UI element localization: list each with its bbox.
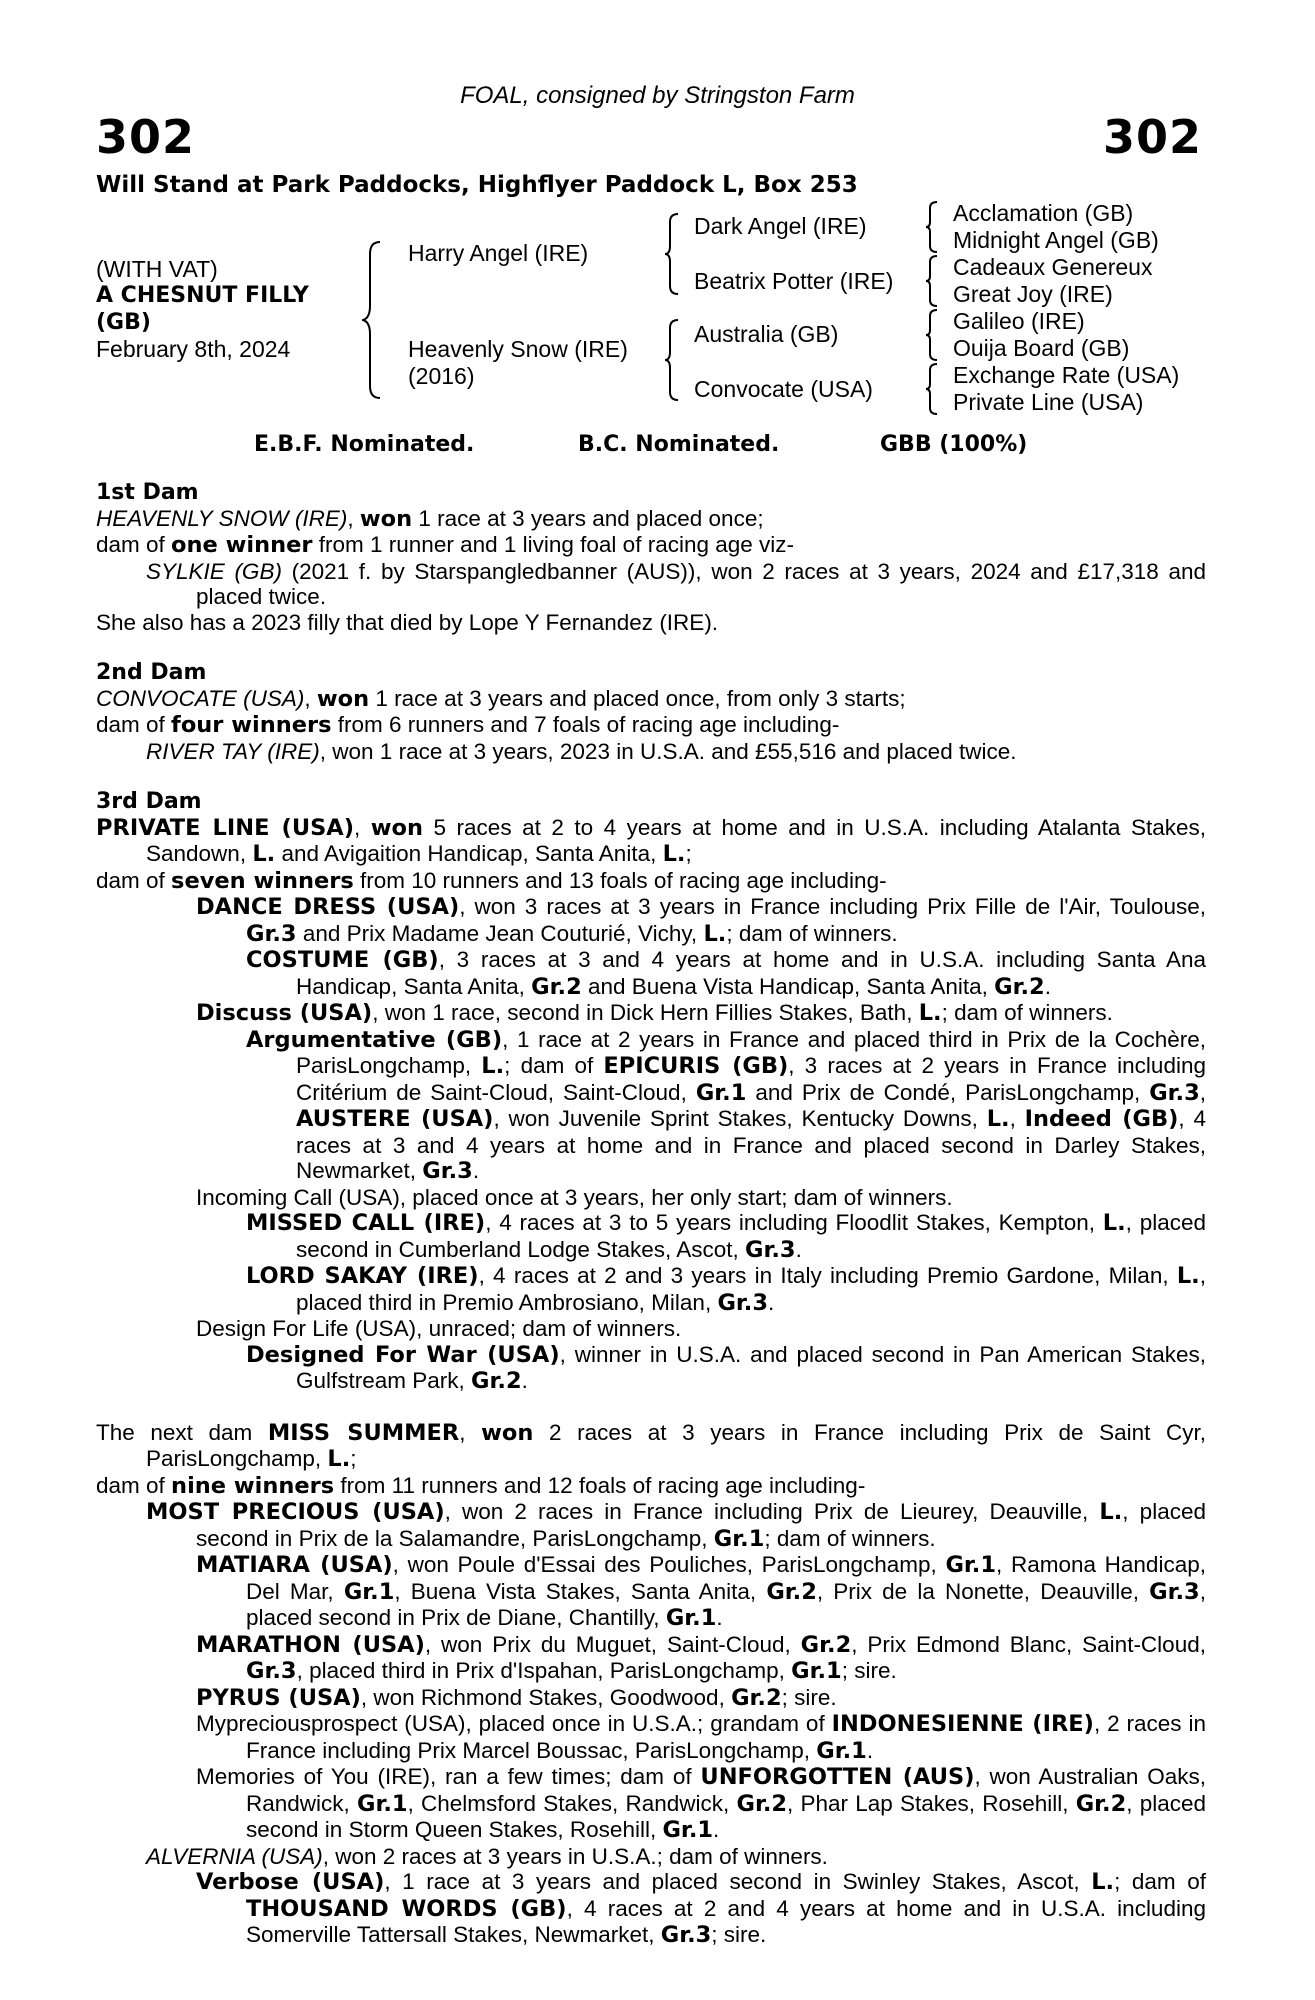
dam-record-paragraph: Incoming Call (USA), placed once at 3 years, her only start; dam of winners. — [196, 1184, 953, 1210]
ancestor-2: Midnight Angel (GB) — [953, 227, 1159, 253]
ebf-nomination: E.B.F. Nominated. — [254, 432, 475, 457]
dam-record-paragraph: MATIARA (USA), won Poule d'Essai des Pouliches, ParisLongchamp, Gr.1, Ramona Handicap, Del Mar, Gr.1, Buena Vista Stakes, Santa Anita, Gr.2, Prix de la Nonette, Deauville, Gr.3, placed second in Prix de Diane, Chantilly, Gr.1. — [196, 1552, 1206, 1631]
section-heading-1st-dam: 1st Dam — [96, 480, 199, 505]
ancestor-1: Acclamation (GB) — [953, 200, 1134, 226]
ancestor-5: Galileo (IRE) — [953, 308, 1085, 334]
dam-record-paragraph: Design For Life (USA), unraced; dam of winners. — [196, 1316, 682, 1341]
bc-nomination: B.C. Nominated. — [578, 432, 780, 457]
dam-record-paragraph: Designed For War (USA), winner in U.S.A. and placed second in Pan American Stakes, Gulfstream Park, Gr.2. — [246, 1341, 1206, 1394]
dam-year: (2016) — [408, 363, 475, 389]
pedigree-brace-g1 — [925, 200, 941, 254]
pedigree-brace-dam — [664, 318, 684, 402]
pedigree-brace-sire — [664, 212, 684, 296]
dam-record-paragraph: dam of seven winners from 10 runners and 13 foals of racing age including- — [96, 867, 887, 894]
section-heading-3rd-dam: 3rd Dam — [96, 789, 202, 814]
produce-record — [96, 480, 1206, 1949]
pedigree-brace-g2 — [925, 254, 941, 308]
sire-sire-name: Dark Angel (IRE) — [694, 213, 867, 239]
dam-record-paragraph: Memories of You (IRE), ran a few times; dam of UNFORGOTTEN (AUS), won Australian Oaks, Randwick, Gr.1, Chelmsford Stakes, Randwick, Gr.2, Phar Lap Stakes, Rosehill, Gr.2, placed second in Storm Queen Stakes, Rosehill, Gr.1. — [196, 1764, 1207, 1843]
dam-record-paragraph: dam of four winners from 6 runners and 7 foals of racing age including- — [96, 712, 840, 738]
ancestor-7: Exchange Rate (USA) — [953, 362, 1180, 388]
sire-name: Harry Angel (IRE) — [408, 240, 589, 266]
lot-number-left: 302 — [96, 110, 196, 164]
filly-description: A CHESNUT FILLY — [96, 283, 309, 308]
dam-record-paragraph: Mypreciousprospect (USA), placed once in U.S.A.; grandam of INDONESIENNE (IRE), 2 races in France including Prix Marcel Boussac, ParisLongchamp, Gr.1. — [196, 1711, 1206, 1764]
gbb-status: GBB (100%) — [880, 432, 1028, 457]
filly-origin: (GB) — [96, 310, 151, 335]
dam-record-paragraph: Verbose (USA), 1 race at 3 years and placed second in Swinley Stakes, Ascot, L.; dam of THOUSAND WORDS (GB), 4 races at 2 and 4 years at home and in U.S.A. including Somerville Tattersall Stakes, Newmarket, Gr.3; sire. — [196, 1869, 1206, 1948]
ancestor-3: Cadeaux Genereux — [953, 254, 1153, 280]
dam-record-paragraph: CONVOCATE (USA), won 1 race at 3 years and placed once, from only 3 starts; — [96, 685, 906, 712]
sire-dam-name: Beatrix Potter (IRE) — [694, 268, 894, 294]
dam-record-paragraph: She also has a 2023 filly that died by Lope Y Fernandez (IRE). — [96, 609, 719, 635]
ancestor-6: Ouija Board (GB) — [953, 335, 1130, 361]
dam-record-paragraph: HEAVENLY SNOW (IRE), won 1 race at 3 years and placed once; — [96, 505, 764, 532]
dam-record-paragraph: The next dam MISS SUMMER, won 2 races at 3 years in France including Prix de Saint Cyr, ParisLongchamp, L.; — [96, 1419, 1206, 1472]
dam-record-paragraph: COSTUME (GB), 3 races at 3 and 4 years at home and in U.S.A. including Santa Ana Handicap, Santa Anita, Gr.2 and Buena Vista Handicap, Santa Anita, Gr.2. — [246, 947, 1206, 1000]
stand-location: Will Stand at Park Paddocks, Highflyer Paddock L, Box 253 — [96, 172, 858, 198]
pedigree-brace-g4 — [925, 362, 941, 416]
dam-dam-name: Convocate (USA) — [694, 376, 873, 402]
dam-record-paragraph: PYRUS (USA), won Richmond Stakes, Goodwood, Gr.2; sire. — [196, 1684, 837, 1711]
dam-record-paragraph: dam of nine winners from 11 runners and 12 foals of racing age including- — [96, 1472, 866, 1499]
dam-record-paragraph: MARATHON (USA), won Prix du Muguet, Saint-Cloud, Gr.2, Prix Edmond Blanc, Saint-Cloud, Gr.3, placed third in Prix d'Ispahan, ParisLongchamp, Gr.1; sire. — [196, 1631, 1206, 1684]
dam-record-paragraph: LORD SAKAY (IRE), 4 races at 2 and 3 years in Italy including Premio Gardone, Milan, L., placed third in Premio Ambrosiano, Milan, Gr.3. — [246, 1263, 1206, 1316]
ancestor-4: Great Joy (IRE) — [953, 281, 1113, 307]
dam-record-paragraph: PRIVATE LINE (USA), won 5 races at 2 to 4 years at home and in U.S.A. including Atalanta Stakes, Sandown, L. and Avigaition Handicap, Santa Anita, L.; — [96, 814, 1206, 867]
foaling-date: February 8th, 2024 — [96, 336, 291, 362]
dam-record-paragraph: MOST PRECIOUS (USA), won 2 races in France including Prix de Lieurey, Deauville, L., placed second in Prix de la Salamandre, ParisLongchamp, Gr.1; dam of winners. — [146, 1499, 1206, 1552]
pedigree-brace-g3 — [925, 308, 941, 362]
lot-number-right: 302 — [1102, 110, 1202, 164]
consignor-line: FOAL, consigned by Stringston Farm — [460, 82, 855, 109]
dam-record-paragraph: DANCE DRESS (USA), won 3 races at 3 years in France including Prix Fille de l'Air, Toulouse, Gr.3 and Prix Madame Jean Couturié, Vichy, L.; dam of winners. — [196, 894, 1206, 947]
dam-name: Heavenly Snow (IRE) — [408, 336, 628, 362]
dam-record-paragraph: Discuss (USA), won 1 race, second in Dick Hern Fillies Stakes, Bath, L.; dam of winners. — [196, 1000, 1113, 1026]
dam-record-paragraph: RIVER TAY (IRE), won 1 race at 3 years, 2023 in U.S.A. and £55,516 and placed twice. — [146, 738, 1017, 764]
ancestor-8: Private Line (USA) — [953, 389, 1144, 415]
vat-label: (WITH VAT) — [96, 256, 218, 282]
pedigree-brace-main — [362, 240, 392, 400]
section-heading-2nd-dam: 2nd Dam — [96, 660, 207, 685]
dam-record-paragraph: MISSED CALL (IRE), 4 races at 3 to 5 years including Floodlit Stakes, Kempton, L., placed second in Cumberland Lodge Stakes, Ascot, Gr.3. — [246, 1210, 1207, 1263]
dam-sire-name: Australia (GB) — [694, 321, 839, 347]
dam-record-paragraph: dam of one winner from 1 runner and 1 living foal of racing age viz- — [96, 532, 795, 558]
dam-record-paragraph: Argumentative (GB), 1 race at 2 years in France and placed third in Prix de la Cochère, ParisLongchamp, L.; dam of EPICURIS (GB), 3 races at 2 years in France including Critérium de Saint-Cloud, Saint-Cloud, Gr.1 and Prix de Condé, ParisLongchamp, Gr.3, AUSTERE (USA), won Juvenile Sprint Stakes, Kentucky Downs, L., Indeed (GB), 4 races at 3 and 4 years at home and in France and placed second in Darley Stakes, Newmarket, Gr.3. — [246, 1026, 1207, 1184]
dam-record-paragraph: ALVERNIA (USA), won 2 races at 3 years in U.S.A.; dam of winners. — [146, 1843, 828, 1869]
dam-record-paragraph: SYLKIE (GB) (2021 f. by Starspangledbanner (AUS)), won 2 races at 3 years, 2024 and £17,318 and placed twice. — [146, 558, 1206, 609]
